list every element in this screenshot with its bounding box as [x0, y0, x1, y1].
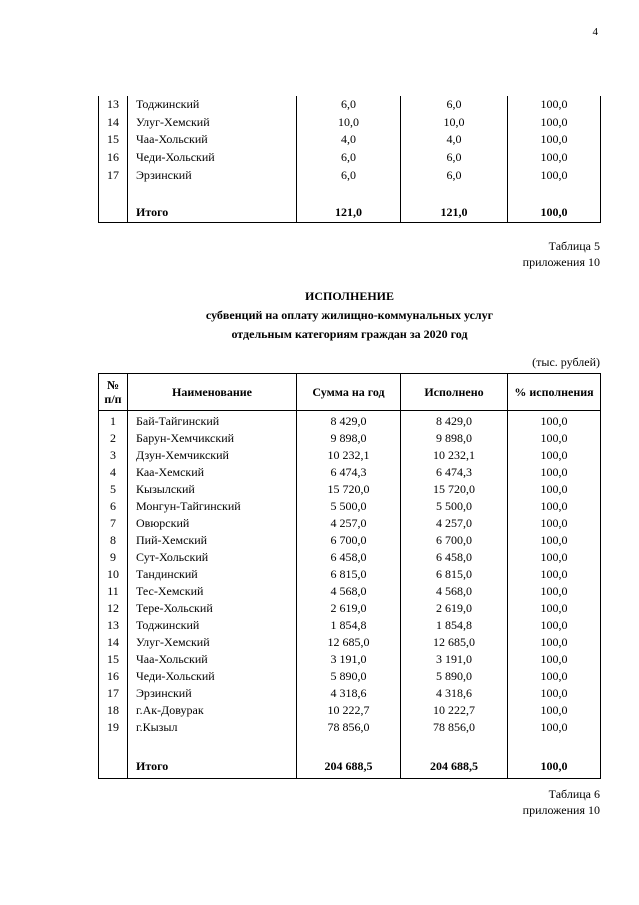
row-number: 4 [99, 464, 128, 481]
row-percent: 100,0 [540, 635, 568, 649]
row-percent: 100,0 [540, 132, 568, 147]
row-percent: 100,0 [540, 550, 568, 564]
table-row [99, 498, 601, 515]
spacer-cell [401, 184, 508, 201]
table-row [99, 411, 601, 431]
row-sum: 3 191,0 [297, 651, 401, 668]
row-sum: 6 815,0 [297, 566, 401, 583]
row-percent: 100,0 [540, 516, 568, 530]
row-sum: 10 232,1 [297, 447, 401, 464]
row-name: Тере-Хольский [128, 600, 297, 617]
row-percent: 100,0 [540, 686, 568, 700]
row-name: Дзун-Хемчикский [128, 447, 297, 464]
row-done: 6 700,0 [401, 532, 508, 549]
total-percent: 100,0 [540, 759, 568, 773]
title-line-1: ИСПОЛНЕНИЕ [304, 289, 395, 303]
row-sum: 6,0 [297, 166, 401, 184]
row-name: Каа-Хемский [128, 464, 297, 481]
row-done: 9 898,0 [401, 430, 508, 447]
header-done: Исполнено [401, 374, 508, 411]
row-name: г.Ак-Довурак [128, 702, 297, 719]
total-done: 121,0 [401, 201, 508, 223]
row-number: 13 [99, 617, 128, 634]
table-row [99, 549, 601, 566]
row-name: Чаа-Хольский [128, 131, 297, 149]
row-name: Овюрский [128, 515, 297, 532]
row-percent: 100,0 [540, 97, 568, 112]
row-name: г.Кызыл [128, 719, 297, 736]
row-name: Сут-Хольский [128, 549, 297, 566]
title-line-2: субвенций на оплату жилищно-коммунальных услуг [205, 308, 494, 322]
header-num-line-1: № [106, 378, 120, 392]
row-name: Эрзинский [128, 685, 297, 702]
row-sum: 78 856,0 [297, 719, 401, 736]
row-name: Чеди-Хольский [128, 149, 297, 167]
header-sum: Сумма на год [297, 374, 401, 411]
row-name: Улуг-Хемский [128, 634, 297, 651]
row-number: 5 [99, 481, 128, 498]
total-label: Итого [128, 201, 297, 223]
spacer-cell [508, 736, 601, 754]
row-sum: 1 854,8 [297, 617, 401, 634]
table-row [99, 685, 601, 702]
table-row [99, 447, 601, 464]
row-name: Эрзинский [128, 166, 297, 184]
row-name: Тоджинский [128, 617, 297, 634]
row-name: Чаа-Хольский [128, 651, 297, 668]
units-label: (тыс. рублей) [532, 355, 600, 369]
row-done: 10,0 [401, 114, 508, 132]
row-sum: 9 898,0 [297, 430, 401, 447]
row-name: Бай-Тайгинский [128, 411, 297, 431]
row-number: 9 [99, 549, 128, 566]
row-number: 12 [99, 600, 128, 617]
total-row [99, 754, 601, 779]
spacer-cell [128, 736, 297, 754]
table-6-label: Таблица 6 [548, 787, 600, 801]
row-percent: 100,0 [540, 114, 568, 129]
spacer-cell [297, 736, 401, 754]
row-done: 6 474,3 [401, 464, 508, 481]
row-done: 6,0 [401, 149, 508, 167]
total-num [99, 201, 128, 223]
header-num-line-2: п/п [104, 392, 122, 406]
table-row [99, 464, 601, 481]
row-number: 7 [99, 515, 128, 532]
row-done: 6,0 [401, 96, 508, 114]
header-num [99, 374, 128, 411]
row-percent: 100,0 [540, 482, 568, 496]
table-row [99, 481, 601, 498]
spacer-row [99, 736, 601, 754]
table-row [99, 668, 601, 685]
table-5-reference [523, 238, 600, 270]
header-name: Наименование [128, 374, 297, 411]
row-number: 16 [99, 149, 128, 167]
row-done: 4 257,0 [401, 515, 508, 532]
row-percent: 100,0 [540, 584, 568, 598]
row-name: Тес-Хемский [128, 583, 297, 600]
row-number: 18 [99, 702, 128, 719]
total-row [99, 201, 601, 223]
row-number: 11 [99, 583, 128, 600]
row-percent: 100,0 [540, 601, 568, 615]
row-number: 8 [99, 532, 128, 549]
table-6-reference [523, 786, 600, 818]
row-percent: 100,0 [540, 703, 568, 717]
row-sum: 15 720,0 [297, 481, 401, 498]
table-row [99, 634, 601, 651]
total-sum: 121,0 [297, 201, 401, 223]
appendix-label: приложения 10 [522, 255, 600, 269]
table-5-label: Таблица 5 [548, 239, 600, 253]
title-line-3: отдельным категориям граждан за 2020 год [231, 327, 468, 341]
table-row [99, 131, 601, 149]
row-number: 17 [99, 166, 128, 184]
table-row [99, 702, 601, 719]
row-percent: 100,0 [540, 669, 568, 683]
row-percent: 100,0 [540, 167, 568, 182]
table-4-continuation [98, 96, 601, 223]
row-percent: 100,0 [540, 618, 568, 632]
table-row [99, 149, 601, 167]
table-row [99, 515, 601, 532]
row-number: 3 [99, 447, 128, 464]
row-sum: 4,0 [297, 131, 401, 149]
row-name: Улуг-Хемский [128, 114, 297, 132]
row-number: 16 [99, 668, 128, 685]
row-sum: 10,0 [297, 114, 401, 132]
row-number: 1 [99, 411, 128, 431]
row-percent: 100,0 [540, 448, 568, 462]
row-percent: 100,0 [540, 414, 568, 428]
row-done: 2 619,0 [401, 600, 508, 617]
row-sum: 4 318,6 [297, 685, 401, 702]
row-done: 4 318,6 [401, 685, 508, 702]
table-5-title [98, 287, 601, 344]
row-number: 14 [99, 114, 128, 132]
table-row [99, 532, 601, 549]
total-label: Итого [128, 754, 297, 779]
table-row [99, 617, 601, 634]
appendix-label-2: приложения 10 [522, 803, 600, 817]
row-done: 1 854,8 [401, 617, 508, 634]
row-sum: 10 222,7 [297, 702, 401, 719]
row-number: 6 [99, 498, 128, 515]
table-row [99, 166, 601, 184]
row-sum: 6,0 [297, 96, 401, 114]
row-done: 3 191,0 [401, 651, 508, 668]
row-done: 8 429,0 [401, 411, 508, 431]
spacer-cell [128, 184, 297, 201]
spacer-row [99, 184, 601, 201]
row-sum: 6 458,0 [297, 549, 401, 566]
row-number: 14 [99, 634, 128, 651]
row-done: 10 222,7 [401, 702, 508, 719]
row-number: 15 [99, 651, 128, 668]
row-number: 13 [99, 96, 128, 114]
table-row [99, 430, 601, 447]
row-number: 10 [99, 566, 128, 583]
row-done: 78 856,0 [401, 719, 508, 736]
row-percent: 100,0 [540, 499, 568, 513]
table-row [99, 719, 601, 736]
row-done: 4 568,0 [401, 583, 508, 600]
row-done: 5 890,0 [401, 668, 508, 685]
row-percent: 100,0 [540, 652, 568, 666]
spacer-cell [99, 736, 128, 754]
total-sum: 204 688,5 [297, 754, 401, 779]
row-number: 15 [99, 131, 128, 149]
row-done: 6 815,0 [401, 566, 508, 583]
row-done: 5 500,0 [401, 498, 508, 515]
row-sum: 4 257,0 [297, 515, 401, 532]
row-done: 15 720,0 [401, 481, 508, 498]
row-name: Тандинский [128, 566, 297, 583]
row-done: 4,0 [401, 131, 508, 149]
row-done: 6 458,0 [401, 549, 508, 566]
row-sum: 5 890,0 [297, 668, 401, 685]
table-row [99, 96, 601, 114]
row-sum: 4 568,0 [297, 583, 401, 600]
row-done: 10 232,1 [401, 447, 508, 464]
row-done: 12 685,0 [401, 634, 508, 651]
total-num [99, 754, 128, 779]
row-sum: 2 619,0 [297, 600, 401, 617]
row-percent: 100,0 [540, 465, 568, 479]
total-done: 204 688,5 [401, 754, 508, 779]
page-number: 4 [592, 26, 598, 38]
table-5 [98, 373, 601, 779]
row-name: Кызылский [128, 481, 297, 498]
row-percent: 100,0 [540, 431, 568, 445]
table-row [99, 600, 601, 617]
row-done: 6,0 [401, 166, 508, 184]
header-pct: % исполнения [508, 374, 601, 411]
row-sum: 6,0 [297, 149, 401, 167]
row-percent: 100,0 [540, 720, 568, 734]
table-row [99, 651, 601, 668]
row-sum: 6 474,3 [297, 464, 401, 481]
row-name: Пий-Хемский [128, 532, 297, 549]
table-row [99, 114, 601, 132]
row-percent: 100,0 [540, 567, 568, 581]
table-row [99, 583, 601, 600]
row-name: Чеди-Хольский [128, 668, 297, 685]
row-number: 19 [99, 719, 128, 736]
row-name: Монгун-Тайгинский [128, 498, 297, 515]
row-number: 17 [99, 685, 128, 702]
spacer-cell [401, 736, 508, 754]
row-sum: 8 429,0 [297, 411, 401, 431]
total-percent: 100,0 [540, 204, 568, 219]
row-sum: 6 700,0 [297, 532, 401, 549]
spacer-cell [99, 184, 128, 201]
row-percent: 100,0 [540, 533, 568, 547]
row-sum: 5 500,0 [297, 498, 401, 515]
spacer-cell [297, 184, 401, 201]
row-percent: 100,0 [540, 150, 568, 165]
row-name: Барун-Хемчикский [128, 430, 297, 447]
table-header-row [99, 374, 601, 411]
row-number: 2 [99, 430, 128, 447]
row-sum: 12 685,0 [297, 634, 401, 651]
spacer-cell [508, 184, 601, 201]
row-name: Тоджинский [128, 96, 297, 114]
table-row [99, 566, 601, 583]
